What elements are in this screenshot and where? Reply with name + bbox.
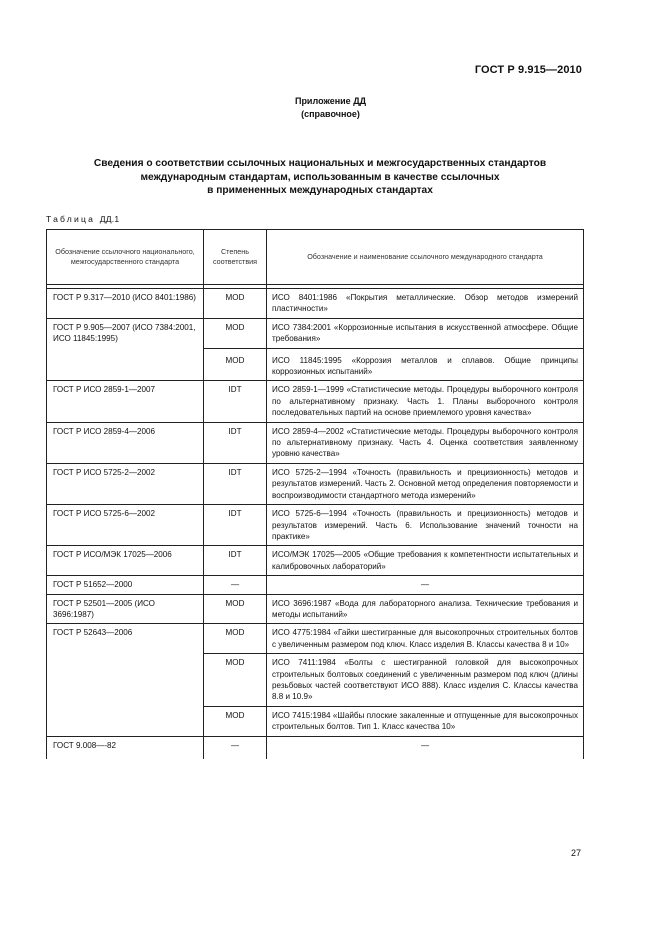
degree-cell: MOD: [204, 318, 267, 348]
table-caption-number: ДД.1: [99, 214, 120, 224]
table-caption-label: Таблица: [46, 214, 96, 224]
national-cell: ГОСТ Р ИСО 2859-1—2007: [47, 381, 204, 422]
table-row: [47, 576, 584, 594]
appendix-note: (справочное): [301, 109, 360, 119]
document-title: [40, 157, 600, 198]
table-row: [47, 289, 584, 319]
national-cell: ГОСТ Р 51652—2000: [47, 576, 204, 594]
international-cell: ИСО 7415:1984 «Шайбы плоские закаленные и отпущенные для высокопрочных строительных болтов. Тип 1. Класс качества 10»: [267, 706, 584, 736]
table-row: [47, 624, 584, 654]
header-national: Обозначение ссылочного национального, межгосударственного стандарта: [47, 230, 204, 285]
table-row: [47, 505, 584, 546]
international-cell: —: [267, 736, 584, 759]
national-cell: ГОСТ Р ИСО 5725-6—2002: [47, 505, 204, 546]
international-cell: ИСО 5725-6—1994 «Точность (правильность и прецизионность) методов и результатов измерений. Часть 6. Использование значений точности на практике»: [267, 505, 584, 546]
header-international: Обозначение и наименование ссылочного международного стандарта: [267, 230, 584, 285]
degree-cell: —: [204, 576, 267, 594]
degree-cell: IDT: [204, 546, 267, 576]
international-cell: ИСО 7384:2001 «Коррозионные испытания в искусственной атмосфере. Общие требования»: [267, 318, 584, 348]
degree-cell: —: [204, 736, 267, 759]
title-line-3: в примененных международных стандартах: [207, 185, 433, 196]
international-cell: ИСО 4775:1984 «Гайки шестигранные для высокопрочных строительных болтов с увеличенным размером под ключ. Класс изделия В. Классы качества 8 и 10»: [267, 624, 584, 654]
international-cell: ИСО 5725-2—1994 «Точность (правильность и прецизионность) методов и результатов измерений. Часть 2. Основной метод определения повторяемости и воспроизводимости стандартного метода измерений»: [267, 463, 584, 504]
table-row: [47, 463, 584, 504]
international-cell: ИСО 7411:1984 «Болты с шестигранной головкой для высокопрочных строительных болтовых соединений с увеличенным размером под ключ (длины резьбовых частей соответствуют ИСО 888). Класс изделия С. Классы качества 8.8 и 10.9»: [267, 654, 584, 707]
table-header-row: [47, 230, 584, 285]
table-row: [47, 318, 584, 348]
international-cell: —: [267, 576, 584, 594]
degree-cell: MOD: [204, 594, 267, 624]
national-cell: ГОСТ Р 9.317—2010 (ИСО 8401:1986): [47, 289, 204, 319]
standards-table: [46, 229, 584, 759]
national-cell: ГОСТ Р ИСО 2859-4—2006: [47, 422, 204, 463]
header-degree: Степень соответствия: [204, 230, 267, 285]
degree-cell: MOD: [204, 348, 267, 381]
international-cell: ИСО 3696:1987 «Вода для лабораторного анализа. Технические требования и методы испытаний»: [267, 594, 584, 624]
table-row: [47, 736, 584, 759]
national-cell: ГОСТ Р 52643—2006: [47, 624, 204, 736]
table-row: [47, 422, 584, 463]
national-cell: ГОСТ Р ИСО 5725-2—2002: [47, 463, 204, 504]
appendix-heading: [0, 95, 661, 121]
table-row: [47, 381, 584, 422]
table-row: [47, 594, 584, 624]
international-cell: ИСО/МЭК 17025—2005 «Общие требования к компетентности испытательных и калибровочных лабораторий»: [267, 546, 584, 576]
standard-code-header: ГОСТ Р 9.915—2010: [474, 64, 582, 76]
degree-cell: IDT: [204, 422, 267, 463]
national-cell: ГОСТ Р ИСО/МЭК 17025—2006: [47, 546, 204, 576]
international-cell: ИСО 2859-4—2002 «Статистические методы. Процедуры выборочного контроля по альтернативному признаку. Часть 4. Оценка соответствия заявленному уровню качества»: [267, 422, 584, 463]
title-line-1: Сведения о соответствии ссылочных национальных и межгосударственных стандартов: [93, 158, 547, 169]
international-cell: ИСО 2859-1—1999 «Статистические методы. Процедуры выборочного контроля по альтернативному признаку. Часть 1. Планы выборочного контроля последовательных партий на основе приемлемого уровня качества»: [267, 381, 584, 422]
degree-cell: IDT: [204, 505, 267, 546]
national-cell: ГОСТ Р 9.905—2007 (ИСО 7384:2001, ИСО 11845:1995): [47, 318, 204, 381]
international-cell: ИСО 8401:1986 «Покрытия металлические. Обзор методов измерений пластичности»: [267, 289, 584, 319]
degree-cell: MOD: [204, 289, 267, 319]
table-row: [47, 546, 584, 576]
table-caption: [46, 214, 119, 224]
degree-cell: MOD: [204, 624, 267, 654]
degree-cell: IDT: [204, 463, 267, 504]
national-cell: ГОСТ Р 52501—2005 (ИСО 3696:1987): [47, 594, 204, 624]
degree-cell: MOD: [204, 706, 267, 736]
international-cell: ИСО 11845:1995 «Коррозия металлов и сплавов. Общие принципы коррозионных испытаний»: [267, 348, 584, 381]
degree-cell: MOD: [204, 654, 267, 707]
appendix-title: Приложение ДД: [294, 96, 367, 106]
national-cell: ГОСТ 9.008—-82: [47, 736, 204, 759]
degree-cell: IDT: [204, 381, 267, 422]
title-line-2: международным стандартам, использованным в качестве ссылочных: [140, 171, 500, 183]
page-number: 27: [570, 848, 581, 858]
